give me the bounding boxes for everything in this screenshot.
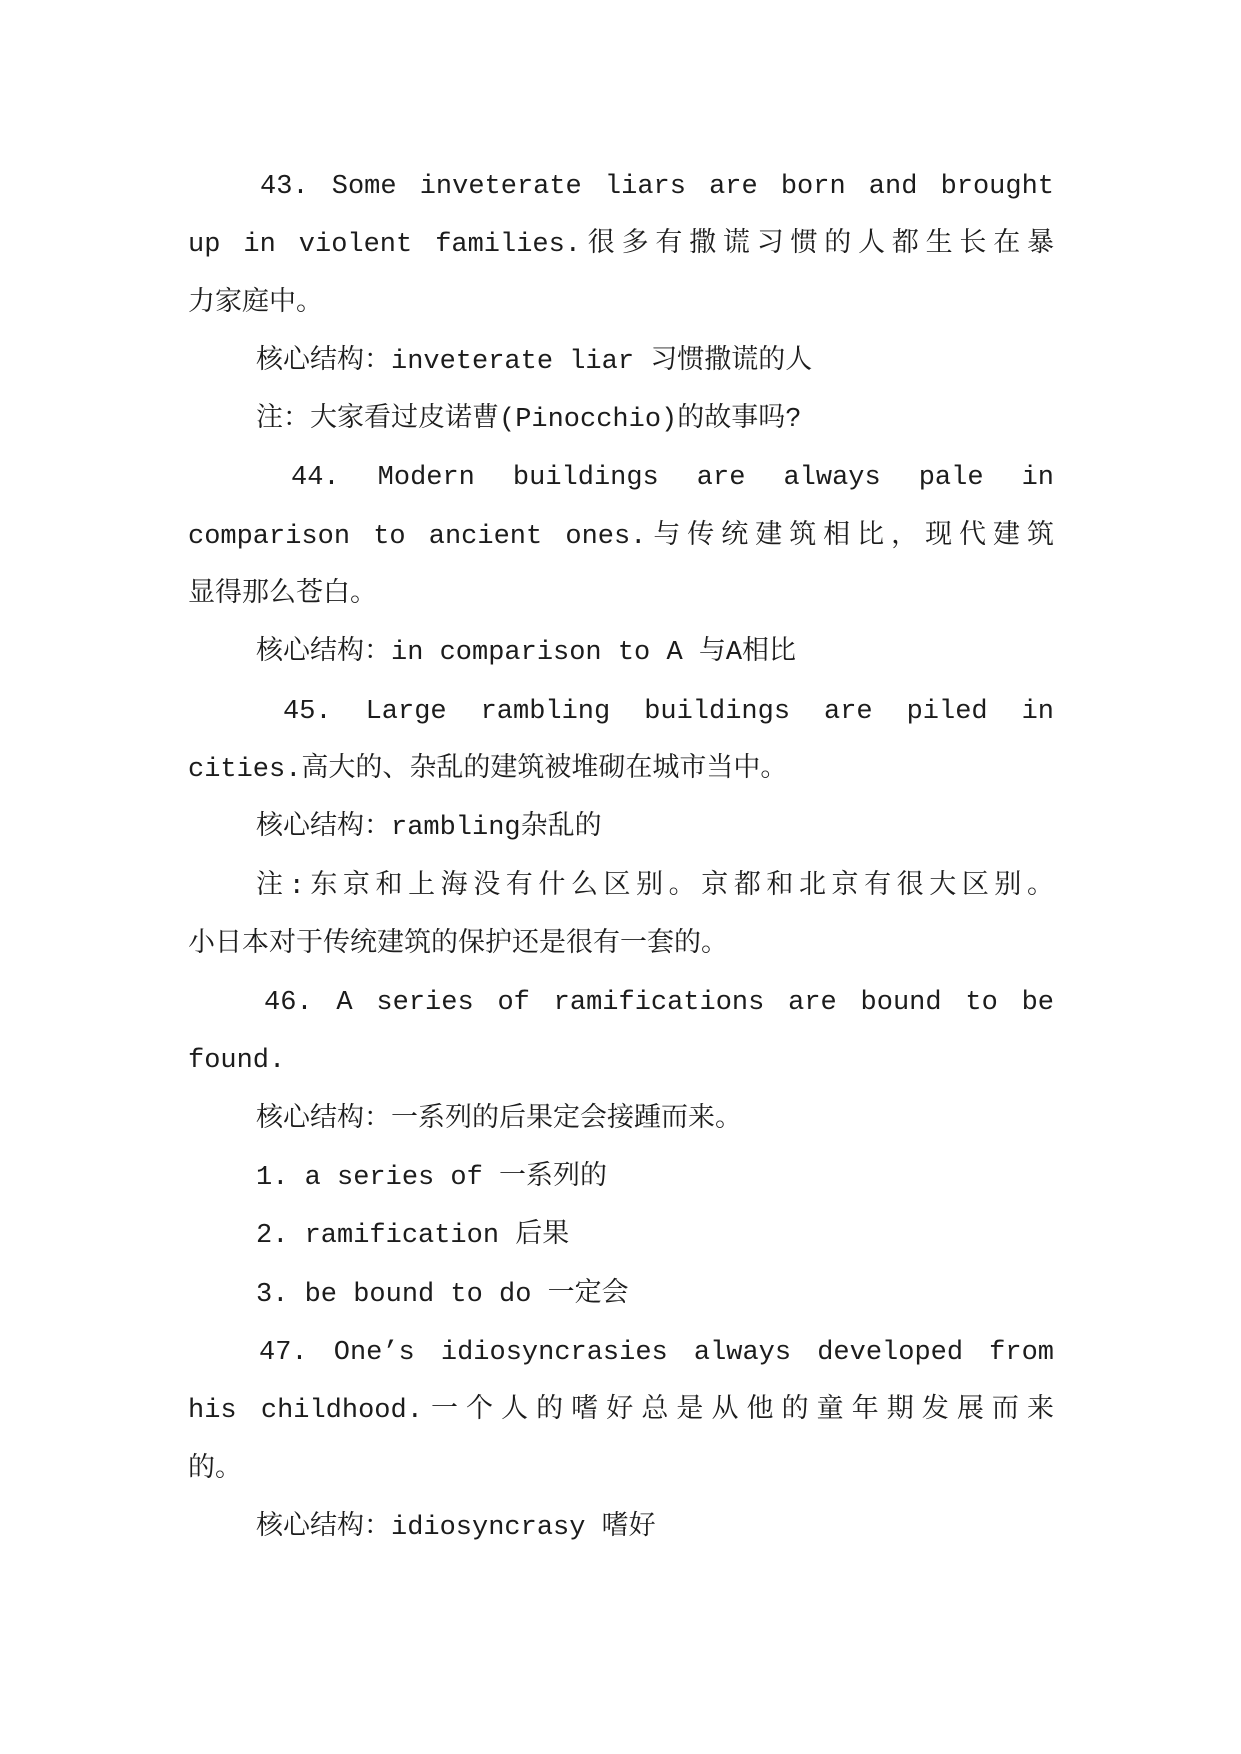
core-structure-45 (188, 799, 1054, 857)
text-line: 1. a series of 一系列的 (256, 1163, 608, 1194)
paragraph-45 (188, 683, 1054, 800)
text-line: 47. One’s idiosyncrasies always developed from (259, 1337, 1054, 1368)
note-43 (188, 391, 1054, 449)
text-line: found. (188, 1046, 286, 1077)
text-line: 小日本对于传统建筑的保护还是很有一套的。 (188, 929, 728, 960)
text-line: 45. Large rambling buildings are piled in (283, 696, 1054, 727)
text-line: his childhood.一个人的嗜好总是从他的童年期发展而来 (188, 1396, 1054, 1427)
core-structure-43 (188, 333, 1054, 391)
text-line: up in violent families.很多有撒谎习惯的人都生长在暴 (188, 230, 1054, 261)
text-line: 3. be bound to do 一定会 (256, 1279, 629, 1310)
core-structure-47 (188, 1499, 1054, 1557)
text-line: cities.高大的、杂乱的建筑被堆砌在城市当中。 (188, 754, 788, 785)
text-line: 核心结构：inveterate liar 习惯撒谎的人 (256, 346, 813, 377)
paragraph-44 (188, 449, 1054, 624)
text-line: 46. A series of ramifications are bound to be (264, 988, 1054, 1019)
text-line: 注:东京和上海没有什么区别。京都和北京有很大区别。 (256, 871, 1054, 902)
text-line: 2. ramification 后果 (256, 1221, 570, 1252)
text-line: 核心结构：idiosyncrasy 嗜好 (256, 1512, 656, 1543)
note-45 (188, 858, 1054, 975)
list-item-2 (188, 1207, 1054, 1265)
text-line: 44. Modern buildings are always pale in (291, 463, 1054, 494)
list-item-3 (188, 1266, 1054, 1324)
text-line: 显得那么苍白。 (188, 580, 377, 611)
paragraph-43 (188, 158, 1054, 333)
text-line: comparison to ancient ones.与传统建筑相比，现代建筑 (188, 521, 1054, 552)
paragraph-46 (188, 974, 1054, 1091)
text-line: 核心结构：in comparison to A 与A相比 (256, 638, 797, 669)
text-line: 43. Some inveterate liars are born and brought (260, 172, 1054, 202)
text-line: 的。 (188, 1454, 242, 1485)
text-line: 核心结构：rambling杂乱的 (256, 813, 602, 844)
text-line: 核心结构：一系列的后果定会接踵而来。 (256, 1104, 742, 1135)
text-line: 力家庭中。 (188, 288, 323, 319)
list-item-1 (188, 1149, 1054, 1207)
text-line: 注：大家看过皮诺曹(Pinocchio)的故事吗? (256, 405, 802, 436)
core-structure-46 (188, 1091, 1054, 1149)
core-structure-44 (188, 624, 1054, 682)
paragraph-47 (188, 1324, 1054, 1499)
